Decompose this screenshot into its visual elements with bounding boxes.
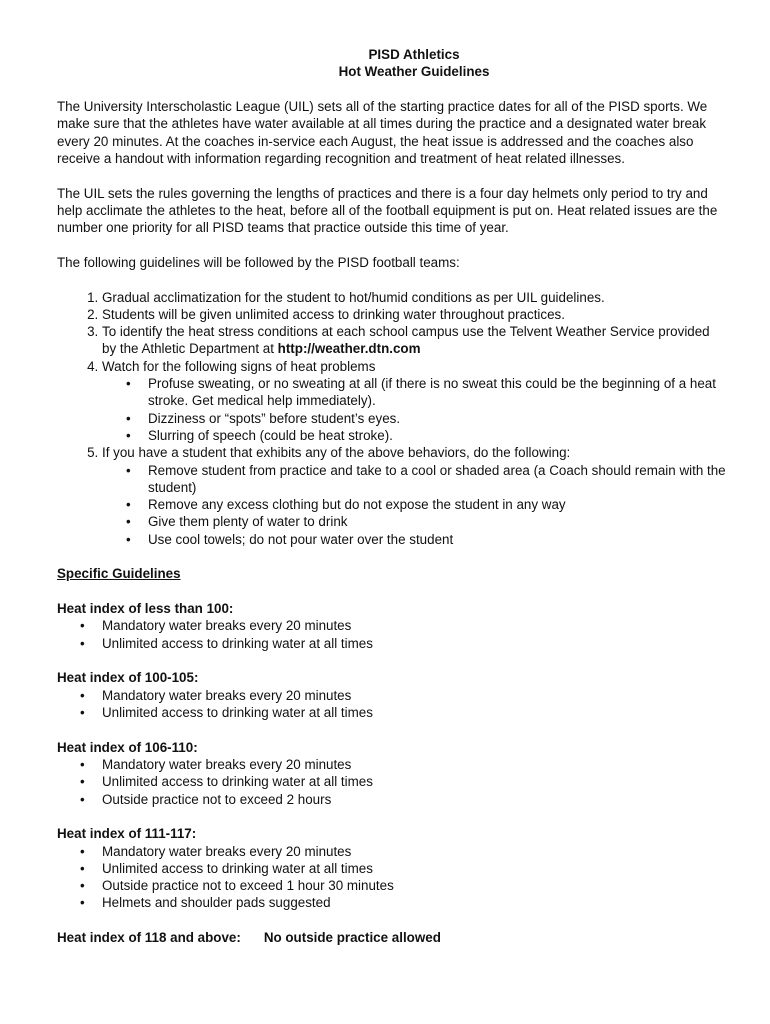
list-item [102, 444, 727, 548]
heat-index-section [57, 739, 727, 808]
bullet-item: • Give them plenty of water to drink [148, 513, 727, 530]
specific-guidelines-heading: Specific Guidelines [57, 566, 181, 582]
section-heading: Heat index of 106-110: [57, 739, 198, 755]
final-heat-index-line [57, 929, 727, 946]
heat-index-section [57, 825, 727, 911]
list-item-text: Gradual acclimatization for the student to hot/humid conditions as per UIL guidelines. [102, 289, 605, 305]
section-bullets [57, 687, 727, 722]
heat-index-section [57, 669, 727, 721]
list-item [102, 358, 727, 444]
bullet-item: • Mandatory water breaks every 20 minutes [102, 756, 727, 773]
intro-paragraph: The University Interscholastic League (UIL) sets all of the starting practice dates for all of the PISD sports. We make sure that the athletes have water available at all times during the practice and a designated water break every 20 minutes. At the coaches in-service each August, the heat issue is addressed and the coaches also receive a handout with information regarding recognition and treatment of heat related illnesses. [57, 98, 708, 166]
final-heat-index-label: Heat index of 118 and above: [57, 930, 241, 946]
section-bullets [57, 617, 727, 652]
list-item-text: To identify the heat stress conditions at each school campus use the Telvent Weather Service provided by the Athletic Department at [102, 324, 710, 357]
section-heading: Heat index of less than 100: [57, 601, 234, 617]
bullet-item: • Profuse sweating, or no sweating at all (if there is no sweat this could be the beginning of a heat stroke. Get medical help immediately). [148, 375, 727, 410]
bullet-item: • Remove any excess clothing but do not expose the student in any way [148, 496, 727, 513]
list-item [102, 289, 727, 306]
bullet-item: • Unlimited access to drinking water at all times [102, 860, 727, 877]
document-page [57, 46, 727, 946]
list-item-text: Watch for the following signs of heat problems [102, 358, 376, 374]
bullet-item: • Helmets and shoulder pads suggested [102, 894, 727, 911]
document-title: PISD Athletics [368, 47, 460, 62]
bullet-item: • Unlimited access to drinking water at all times [102, 635, 727, 652]
list-item [102, 306, 727, 323]
section-heading: Heat index of 111-117: [57, 826, 197, 842]
guidelines-intro: The following guidelines will be followed by the PISD football teams: [57, 254, 460, 270]
bullet-item: • Dizziness or “spots” before student’s eyes. [148, 410, 727, 427]
section-heading: Heat index of 100-105: [57, 670, 199, 686]
heat-signs-list [102, 375, 727, 444]
bullet-item: • Slurring of speech (could be heat stroke). [148, 427, 727, 444]
bullet-item: • Mandatory water breaks every 20 minutes [102, 687, 727, 704]
document-subtitle: Hot Weather Guidelines [338, 64, 490, 80]
bullet-item: • Mandatory water breaks every 20 minutes [102, 617, 727, 634]
list-item [102, 323, 727, 358]
uil-rules-paragraph: The UIL sets the rules governing the lengths of practices and there is a four day helmets only period to try and help acclimate the athletes to the heat, before all of the football equipment is put on. Heat related issues are the number one priority for all PISD teams that practice outside this time of year. [57, 185, 718, 236]
list-item-text: If you have a student that exhibits any of the above behaviors, do the following: [102, 445, 571, 461]
bullet-item: • Mandatory water breaks every 20 minutes [102, 843, 727, 860]
bullet-item: • Unlimited access to drinking water at all times [102, 704, 727, 721]
bullet-item: • Use cool towels; do not pour water over the student [148, 531, 727, 548]
bullet-item: • Outside practice not to exceed 1 hour 30 minutes [102, 877, 727, 894]
section-bullets [57, 843, 727, 912]
final-heat-index-value: No outside practice allowed [263, 930, 441, 946]
bullet-item: • Unlimited access to drinking water at all times [102, 773, 727, 790]
heat-index-section [57, 600, 727, 652]
weather-service-link[interactable]: http://weather.dtn.com [277, 341, 421, 357]
list-item-text: Students will be given unlimited access to drinking water throughout practices. [102, 306, 565, 322]
bullet-item: • Outside practice not to exceed 2 hours [102, 791, 727, 808]
bullet-item: • Remove student from practice and take to a cool or shaded area (a Coach should remain with the student) [148, 462, 727, 497]
guidelines-list [57, 289, 727, 548]
response-actions-list [102, 462, 727, 548]
section-bullets [57, 756, 727, 808]
